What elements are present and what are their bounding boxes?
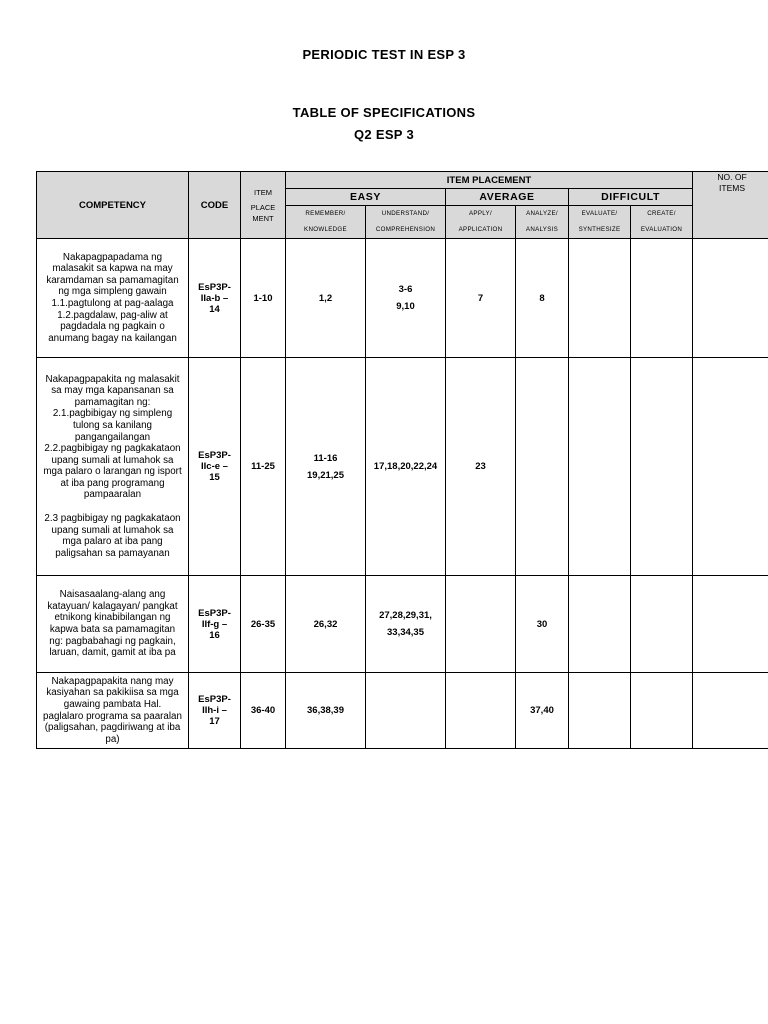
header-level-understand: UNDERSTAND/ COMPREHENSION xyxy=(366,206,446,239)
competency-cell: Naisasaalang-alang ang katayuan/ kalagayan/ pangkat etnikong kinabibilangan ng kapwa bata sa pamamagitan ng: pagbabahagi ng pagkain, laruan, damit, gamit at iba pa xyxy=(37,576,189,673)
understand-items-cell: 3-6 9,10 xyxy=(366,239,446,358)
remember-items-cell: 26,32 xyxy=(286,576,366,673)
table-row xyxy=(37,673,768,749)
understand-items-cell: 27,28,29,31, 33,34,35 xyxy=(366,576,446,673)
apply-items-cell: 23 xyxy=(446,358,516,576)
header-level-apply: APPLY/ APPLICATION xyxy=(446,206,516,239)
no-of-items-cell xyxy=(693,576,768,673)
item-range-cell: 11-25 xyxy=(241,358,286,576)
remember-items-cell: 36,38,39 xyxy=(286,673,366,749)
code-cell: EsP3P- IIa-b – 14 xyxy=(189,239,241,358)
code-cell: EsP3P- IIf-g – 16 xyxy=(189,576,241,673)
apply-items-cell xyxy=(446,576,516,673)
apply-items-cell xyxy=(446,673,516,749)
header-item-placement-range: ITEM PLACE MENT xyxy=(241,172,286,239)
analyze-items-cell xyxy=(516,358,569,576)
competency-cell: Nakapagpapadama ng malasakit sa kapwa na may karamdaman sa pamamagitan ng mga simpleng gawain 1.1.pagtulong at pag-aalaga 1.2.pagdalaw, pag-aliw at pagdadala ng pagkain o anumang bagay na kailangan xyxy=(37,239,189,358)
create-items-cell xyxy=(631,673,693,749)
code-cell: EsP3P- IIh-i – 17 xyxy=(189,673,241,749)
create-items-cell xyxy=(631,576,693,673)
understand-items-cell xyxy=(366,673,446,749)
understand-items-cell: 17,18,20,22,24 xyxy=(366,358,446,576)
document-title: PERIODIC TEST IN ESP 3 xyxy=(302,47,466,62)
evaluate-items-cell xyxy=(569,358,631,576)
header-code: CODE xyxy=(189,172,241,239)
header-average: AVERAGE xyxy=(446,189,569,206)
header-no-of-items: NO. OF ITEMS xyxy=(693,172,768,239)
analyze-items-cell: 30 xyxy=(516,576,569,673)
competency-cell: Nakapagpapakita ng malasakit sa may mga kapansanan sa pamamagitan ng: 2.1.pagbibigay ng simpleng tulong sa kanilang pangangailangan 2.2.pagbibigay ng pagkakataon upang sumali at lumahok sa mga palaro o larangan ng isport at iba pang programang pampaaralan 2.3 pagbibigay ng pagkakataon upang sumali at lumahok sa mga palaro at iba pang paligsahan sa pamayanan xyxy=(37,358,189,576)
header-level-analyze: ANALYZE/ ANALYSIS xyxy=(516,206,569,239)
header-difficult: DIFFICULT xyxy=(569,189,693,206)
remember-items-cell: 11-16 19,21,25 xyxy=(286,358,366,576)
document-quarter: Q2 ESP 3 xyxy=(354,127,414,142)
evaluate-items-cell xyxy=(569,239,631,358)
code-cell: EsP3P- IIc-e – 15 xyxy=(189,358,241,576)
no-of-items-cell xyxy=(693,358,768,576)
table-row xyxy=(37,576,768,673)
no-of-items-cell xyxy=(693,673,768,749)
remember-items-cell: 1,2 xyxy=(286,239,366,358)
header-level-evaluate: EVALUATE/ SYNTHESIZE xyxy=(569,206,631,239)
table-row xyxy=(37,358,768,576)
header-easy: EASY xyxy=(286,189,446,206)
evaluate-items-cell xyxy=(569,576,631,673)
header-level-remember: REMEMBER/ KNOWLEDGE xyxy=(286,206,366,239)
apply-items-cell: 7 xyxy=(446,239,516,358)
no-of-items-cell xyxy=(693,239,768,358)
item-range-cell: 1-10 xyxy=(241,239,286,358)
header-item-placement: ITEM PLACEMENT xyxy=(286,172,693,189)
table-row xyxy=(37,239,768,358)
evaluate-items-cell xyxy=(569,673,631,749)
create-items-cell xyxy=(631,239,693,358)
header-level-synthesize: CREATE/ EVALUATION xyxy=(631,206,693,239)
item-range-cell: 26-35 xyxy=(241,576,286,673)
create-items-cell xyxy=(631,358,693,576)
header-competency: COMPETENCY xyxy=(37,172,189,239)
competency-cell: Nakapagpapakita nang may kasiyahan sa pakikiisa sa mga gawaing pambata Hal. paglalaro programa sa paaralan (paligsahan, pagdiriwang at iba pa) xyxy=(37,673,189,749)
analyze-items-cell: 37,40 xyxy=(516,673,569,749)
document-subtitle: TABLE OF SPECIFICATIONS xyxy=(292,105,476,120)
specifications-table xyxy=(36,171,768,749)
item-range-cell: 36-40 xyxy=(241,673,286,749)
analyze-items-cell: 8 xyxy=(516,239,569,358)
